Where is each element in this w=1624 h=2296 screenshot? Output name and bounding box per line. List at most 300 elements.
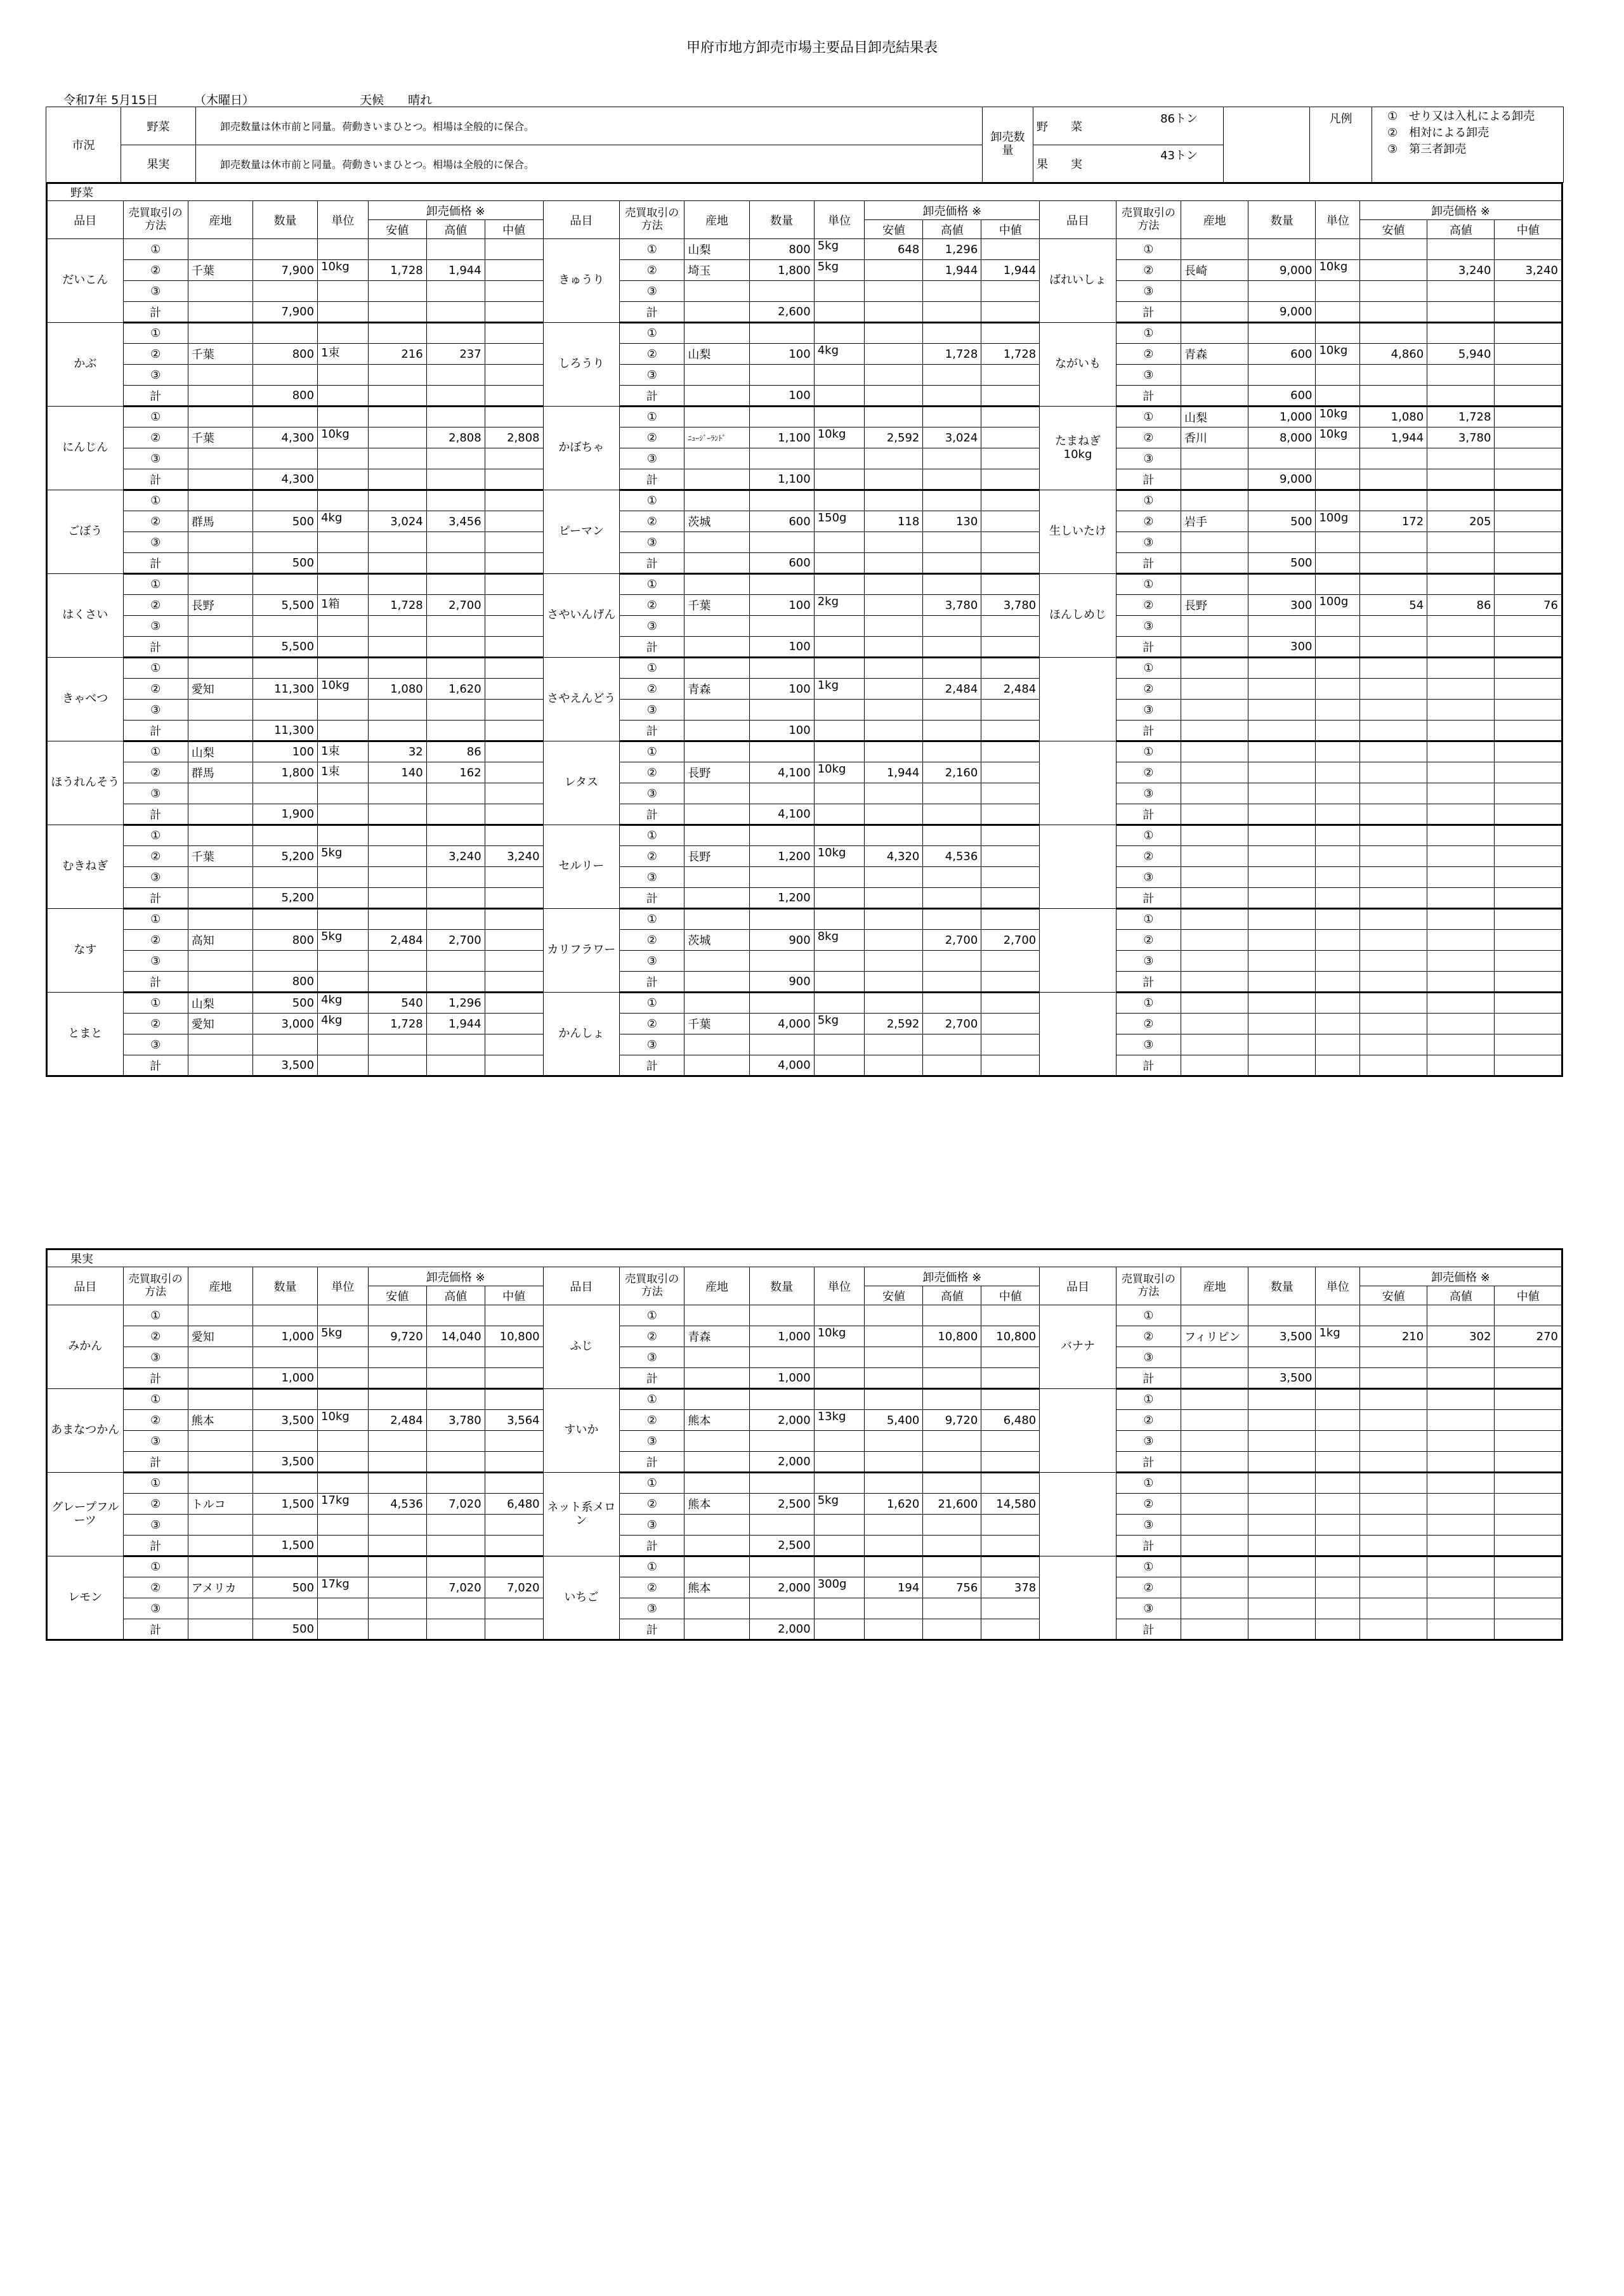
method-cell: ① bbox=[123, 909, 188, 930]
origin-cell bbox=[684, 281, 749, 302]
low-price-cell bbox=[368, 1368, 426, 1389]
veg-qty-cell bbox=[1033, 107, 1224, 145]
qty-cell: 300 bbox=[1248, 637, 1316, 658]
origin-cell: アメリカ bbox=[188, 1577, 252, 1598]
origin-cell bbox=[188, 386, 252, 407]
high-price-cell bbox=[923, 1556, 981, 1577]
origin-cell: 群馬 bbox=[188, 511, 252, 532]
qty-cell bbox=[252, 281, 317, 302]
method-cell: ③ bbox=[620, 1034, 684, 1055]
low-price-cell: 4,536 bbox=[368, 1494, 426, 1515]
header-high: 高値 bbox=[923, 1286, 981, 1305]
method-cell: 計 bbox=[123, 1452, 188, 1473]
method-cell: ③ bbox=[123, 1598, 188, 1619]
low-price-cell bbox=[1359, 867, 1427, 888]
origin-cell bbox=[1181, 386, 1248, 407]
low-price-cell bbox=[1359, 1410, 1427, 1431]
header-low: 安値 bbox=[1359, 1286, 1427, 1305]
method-cell: ③ bbox=[123, 1347, 188, 1368]
low-price-cell bbox=[865, 637, 923, 658]
method-cell: ② bbox=[1116, 679, 1181, 700]
mid-price-cell bbox=[1495, 323, 1562, 344]
qty-cell: 900 bbox=[749, 930, 814, 951]
low-price-cell bbox=[1359, 1347, 1427, 1368]
unit-cell bbox=[814, 574, 865, 595]
mid-price-cell: 3,564 bbox=[485, 1410, 543, 1431]
item-name: カリフラワー bbox=[543, 909, 620, 993]
method-cell: ③ bbox=[1116, 783, 1181, 804]
mid-price-cell: 14,580 bbox=[981, 1494, 1040, 1515]
low-price-cell bbox=[865, 448, 923, 469]
table-row bbox=[47, 1410, 1562, 1431]
low-price-cell: 3,024 bbox=[368, 511, 426, 532]
unit-cell bbox=[1316, 846, 1359, 867]
origin-cell bbox=[684, 867, 749, 888]
unit-cell bbox=[1316, 1055, 1359, 1076]
qty-cell bbox=[1248, 867, 1316, 888]
low-price-cell bbox=[865, 1536, 923, 1556]
qty-cell bbox=[749, 825, 814, 846]
method-cell: ① bbox=[1116, 1556, 1181, 1577]
method-cell: ① bbox=[123, 490, 188, 511]
high-price-cell bbox=[1427, 1055, 1495, 1076]
mid-price-cell bbox=[485, 1389, 543, 1410]
method-cell: ① bbox=[620, 1389, 684, 1410]
unit-cell bbox=[1316, 365, 1359, 386]
market-summary bbox=[46, 107, 1564, 183]
low-price-cell: 5,400 bbox=[865, 1410, 923, 1431]
qty-cell: 2,500 bbox=[749, 1494, 814, 1515]
fruit-table bbox=[46, 1248, 1563, 1641]
veg-section-title: 野菜 bbox=[47, 183, 1562, 201]
method-cell: ③ bbox=[620, 448, 684, 469]
unit-cell bbox=[1316, 741, 1359, 762]
qty-cell bbox=[252, 1347, 317, 1368]
qty-cell: 5,500 bbox=[252, 637, 317, 658]
low-price-cell bbox=[865, 323, 923, 344]
mid-price-cell bbox=[1495, 1452, 1562, 1473]
qty-cell bbox=[749, 1598, 814, 1619]
method-cell: ① bbox=[123, 1305, 188, 1326]
qty-cell bbox=[749, 1305, 814, 1326]
high-price-cell bbox=[923, 658, 981, 679]
low-price-cell: 4,320 bbox=[865, 846, 923, 867]
mid-price-cell: 378 bbox=[981, 1577, 1040, 1598]
low-price-cell bbox=[368, 1473, 426, 1494]
method-cell: ② bbox=[123, 344, 188, 365]
method-cell: ① bbox=[1116, 1389, 1181, 1410]
item-name: ごぼう bbox=[47, 490, 124, 574]
low-price-cell bbox=[865, 407, 923, 427]
origin-cell bbox=[1181, 1536, 1248, 1556]
method-cell: ③ bbox=[123, 700, 188, 721]
mid-price-cell bbox=[1495, 1577, 1562, 1598]
method-cell: ② bbox=[620, 1577, 684, 1598]
origin-cell bbox=[684, 302, 749, 323]
unit-cell: 10kg bbox=[814, 846, 865, 867]
method-cell: 計 bbox=[123, 1368, 188, 1389]
qty-cell bbox=[1248, 909, 1316, 930]
mid-price-cell bbox=[1495, 1368, 1562, 1389]
high-price-cell: 3,780 bbox=[1427, 427, 1495, 448]
qty-cell: 2,600 bbox=[749, 302, 814, 323]
mid-price-cell bbox=[1495, 825, 1562, 846]
header-high: 高値 bbox=[1427, 1286, 1495, 1305]
method-cell: ③ bbox=[620, 532, 684, 553]
origin-cell bbox=[188, 1389, 252, 1410]
header-mid: 中値 bbox=[485, 220, 543, 239]
low-price-cell bbox=[865, 1389, 923, 1410]
unit-cell bbox=[1316, 658, 1359, 679]
mid-price-cell bbox=[1495, 1515, 1562, 1536]
weekday: （木曜日） bbox=[194, 93, 255, 107]
high-price-cell bbox=[426, 1473, 485, 1494]
origin-cell bbox=[684, 783, 749, 804]
high-price-cell bbox=[1427, 1452, 1495, 1473]
high-price-cell bbox=[426, 1055, 485, 1076]
mid-price-cell bbox=[1495, 762, 1562, 783]
mid-price-cell bbox=[1495, 993, 1562, 1014]
unit-cell: 10kg bbox=[1316, 407, 1359, 427]
qty-cell bbox=[1248, 1034, 1316, 1055]
qty-cell bbox=[1248, 1055, 1316, 1076]
low-price-cell bbox=[865, 553, 923, 574]
low-price-cell: 118 bbox=[865, 511, 923, 532]
high-price-cell bbox=[1427, 1494, 1495, 1515]
origin-cell bbox=[188, 721, 252, 741]
origin-cell bbox=[1181, 1305, 1248, 1326]
origin-cell bbox=[1181, 1055, 1248, 1076]
mid-price-cell bbox=[1495, 846, 1562, 867]
low-price-cell bbox=[1359, 448, 1427, 469]
low-price-cell bbox=[368, 1431, 426, 1452]
unit-cell bbox=[1316, 1577, 1359, 1598]
method-cell: ③ bbox=[1116, 1598, 1181, 1619]
unit-cell bbox=[814, 804, 865, 825]
method-cell: ③ bbox=[620, 365, 684, 386]
method-cell: 計 bbox=[1116, 386, 1181, 407]
mid-price-cell bbox=[485, 721, 543, 741]
unit-cell bbox=[1316, 1452, 1359, 1473]
origin-cell bbox=[684, 700, 749, 721]
high-price-cell bbox=[1427, 804, 1495, 825]
header-unit: 単位 bbox=[1316, 1267, 1359, 1305]
item-name bbox=[1040, 741, 1116, 825]
high-price-cell bbox=[923, 993, 981, 1014]
origin-cell: 長野 bbox=[684, 846, 749, 867]
high-price-cell: 205 bbox=[1427, 511, 1495, 532]
mid-price-cell bbox=[1495, 448, 1562, 469]
unit-cell bbox=[1316, 1389, 1359, 1410]
header-item: 品目 bbox=[1040, 201, 1116, 239]
mid-price-cell bbox=[981, 825, 1040, 846]
unit-cell: 4kg bbox=[814, 344, 865, 365]
mid-price-cell bbox=[1495, 239, 1562, 260]
low-price-cell bbox=[368, 1515, 426, 1536]
qty-cell bbox=[252, 1473, 317, 1494]
method-cell: ③ bbox=[123, 867, 188, 888]
unit-cell bbox=[814, 741, 865, 762]
mid-price-cell bbox=[485, 1515, 543, 1536]
qty-cell: 9,000 bbox=[1248, 260, 1316, 281]
method-cell: 計 bbox=[1116, 469, 1181, 490]
mid-price-cell bbox=[981, 1619, 1040, 1640]
low-price-cell bbox=[865, 867, 923, 888]
low-price-cell bbox=[1359, 762, 1427, 783]
qty-cell bbox=[749, 1347, 814, 1368]
mid-price-cell bbox=[485, 595, 543, 616]
low-price-cell bbox=[1359, 825, 1427, 846]
qty-cell: 5,200 bbox=[252, 888, 317, 909]
unit-cell bbox=[1316, 909, 1359, 930]
header-unit: 単位 bbox=[814, 1267, 865, 1305]
unit-cell bbox=[318, 302, 369, 323]
high-price-cell bbox=[1427, 741, 1495, 762]
method-cell: 計 bbox=[1116, 972, 1181, 993]
origin-cell bbox=[684, 407, 749, 427]
qty-cell bbox=[252, 490, 317, 511]
high-price-cell bbox=[1427, 553, 1495, 574]
method-cell: ③ bbox=[1116, 532, 1181, 553]
method-cell: ② bbox=[123, 679, 188, 700]
table-row bbox=[47, 762, 1562, 783]
method-cell: ② bbox=[123, 595, 188, 616]
mid-price-cell bbox=[485, 407, 543, 427]
low-price-cell bbox=[1359, 846, 1427, 867]
legend-item: ① せり又は入札による卸売 bbox=[1387, 110, 1535, 123]
item-name: にんじん bbox=[47, 407, 124, 490]
mid-price-cell bbox=[981, 867, 1040, 888]
low-price-cell: 172 bbox=[1359, 511, 1427, 532]
unit-cell: 4kg bbox=[318, 511, 369, 532]
method-cell: ① bbox=[1116, 574, 1181, 595]
unit-cell bbox=[814, 1515, 865, 1536]
high-price-cell bbox=[426, 867, 485, 888]
method-cell: ③ bbox=[620, 1515, 684, 1536]
origin-cell: 群馬 bbox=[188, 762, 252, 783]
method-cell: 計 bbox=[620, 1452, 684, 1473]
qty-cell bbox=[1248, 721, 1316, 741]
method-cell: ② bbox=[123, 1494, 188, 1515]
low-price-cell bbox=[865, 1368, 923, 1389]
method-cell: ① bbox=[1116, 825, 1181, 846]
high-price-cell bbox=[1427, 721, 1495, 741]
unit-cell bbox=[814, 1055, 865, 1076]
unit-cell bbox=[1316, 783, 1359, 804]
table-row bbox=[47, 448, 1562, 469]
qty-cell bbox=[749, 993, 814, 1014]
low-price-cell bbox=[368, 909, 426, 930]
origin-cell bbox=[1181, 993, 1248, 1014]
unit-cell bbox=[318, 239, 369, 260]
item-name: グレープフルーツ bbox=[47, 1473, 124, 1556]
unit-cell bbox=[1316, 930, 1359, 951]
table-row bbox=[47, 1473, 1562, 1494]
low-price-cell bbox=[368, 1452, 426, 1473]
high-price-cell bbox=[426, 386, 485, 407]
high-price-cell bbox=[426, 532, 485, 553]
method-cell: ② bbox=[1116, 595, 1181, 616]
qty-cell bbox=[1248, 679, 1316, 700]
unit-cell bbox=[318, 1431, 369, 1452]
high-price-cell bbox=[923, 1515, 981, 1536]
unit-cell bbox=[814, 1598, 865, 1619]
qty-cell bbox=[1248, 700, 1316, 721]
qty-cell: 800 bbox=[252, 930, 317, 951]
qty-cell: 800 bbox=[252, 972, 317, 993]
item-name: とまと bbox=[47, 993, 124, 1076]
origin-cell bbox=[1181, 1347, 1248, 1368]
low-price-cell bbox=[368, 804, 426, 825]
mid-price-cell bbox=[485, 302, 543, 323]
qty-cell bbox=[1248, 574, 1316, 595]
origin-cell bbox=[1181, 1494, 1248, 1515]
mid-price-cell bbox=[485, 741, 543, 762]
mid-price-cell bbox=[1495, 1598, 1562, 1619]
method-cell: ③ bbox=[123, 365, 188, 386]
origin-cell bbox=[188, 825, 252, 846]
qty-cell bbox=[1248, 825, 1316, 846]
low-price-cell bbox=[368, 1034, 426, 1055]
qty-cell: 100 bbox=[749, 595, 814, 616]
unit-cell bbox=[1316, 616, 1359, 637]
unit-cell bbox=[814, 532, 865, 553]
header-method: 売買取引の方法 bbox=[1116, 1267, 1181, 1305]
qty-cell: 1,100 bbox=[749, 427, 814, 448]
low-price-cell bbox=[368, 574, 426, 595]
header-qty: 数量 bbox=[749, 201, 814, 239]
origin-cell bbox=[188, 1515, 252, 1536]
origin-cell bbox=[684, 365, 749, 386]
unit-cell bbox=[1316, 762, 1359, 783]
high-price-cell bbox=[923, 386, 981, 407]
item-name bbox=[1040, 1556, 1116, 1640]
qty-cell: 3,000 bbox=[252, 1014, 317, 1034]
qty-cell: 100 bbox=[749, 721, 814, 741]
low-price-cell bbox=[1359, 721, 1427, 741]
unit-cell bbox=[1316, 679, 1359, 700]
origin-cell bbox=[1181, 448, 1248, 469]
origin-cell bbox=[1181, 825, 1248, 846]
unit-cell bbox=[1316, 1347, 1359, 1368]
low-price-cell: 140 bbox=[368, 762, 426, 783]
table-row bbox=[47, 1055, 1562, 1076]
high-price-cell: 3,780 bbox=[426, 1410, 485, 1431]
unit-cell bbox=[318, 616, 369, 637]
high-price-cell bbox=[426, 1619, 485, 1640]
item-name: レタス bbox=[543, 741, 620, 825]
low-price-cell bbox=[1359, 1598, 1427, 1619]
item-name: ほんしめじ bbox=[1040, 574, 1116, 658]
unit-cell bbox=[814, 658, 865, 679]
header-origin: 産地 bbox=[684, 201, 749, 239]
header-item: 品目 bbox=[47, 201, 124, 239]
table-row bbox=[47, 574, 1562, 595]
method-cell: ① bbox=[1116, 658, 1181, 679]
qty-cell: 300 bbox=[1248, 595, 1316, 616]
item-name: ながいも bbox=[1040, 323, 1116, 407]
low-price-cell: 648 bbox=[865, 239, 923, 260]
high-price-cell: 2,700 bbox=[426, 595, 485, 616]
legend-item: ③ 第三者卸売 bbox=[1387, 143, 1467, 156]
high-price-cell: 162 bbox=[426, 762, 485, 783]
low-price-cell bbox=[1359, 1536, 1427, 1556]
origin-cell: 岩手 bbox=[1181, 511, 1248, 532]
origin-cell bbox=[188, 637, 252, 658]
origin-cell bbox=[1181, 239, 1248, 260]
qty-cell bbox=[749, 909, 814, 930]
high-price-cell bbox=[923, 867, 981, 888]
low-price-cell bbox=[368, 658, 426, 679]
origin-cell bbox=[1181, 281, 1248, 302]
origin-cell bbox=[188, 407, 252, 427]
origin-cell bbox=[1181, 1619, 1248, 1640]
origin-cell bbox=[684, 1619, 749, 1640]
unit-cell bbox=[814, 909, 865, 930]
high-price-cell bbox=[923, 972, 981, 993]
item-name bbox=[1040, 658, 1116, 741]
unit-cell bbox=[318, 1515, 369, 1536]
low-price-cell bbox=[865, 1515, 923, 1536]
qty-cell: 4,000 bbox=[749, 1014, 814, 1034]
origin-cell bbox=[1181, 930, 1248, 951]
origin-cell bbox=[1181, 637, 1248, 658]
high-price-cell bbox=[1427, 888, 1495, 909]
item-name: だいこん bbox=[47, 239, 124, 323]
mid-price-cell bbox=[1495, 888, 1562, 909]
table-row bbox=[47, 427, 1562, 448]
origin-cell bbox=[684, 804, 749, 825]
high-price-cell bbox=[426, 783, 485, 804]
method-cell: 計 bbox=[1116, 804, 1181, 825]
high-price-cell bbox=[1427, 1598, 1495, 1619]
mid-price-cell bbox=[485, 448, 543, 469]
high-price-cell bbox=[426, 323, 485, 344]
unit-cell bbox=[318, 658, 369, 679]
low-price-cell bbox=[368, 846, 426, 867]
mid-price-cell bbox=[1495, 1055, 1562, 1076]
high-price-cell bbox=[923, 1431, 981, 1452]
low-price-cell bbox=[368, 302, 426, 323]
low-price-cell bbox=[865, 1055, 923, 1076]
low-price-cell bbox=[865, 825, 923, 846]
origin-cell bbox=[684, 448, 749, 469]
origin-cell bbox=[684, 951, 749, 972]
unit-cell bbox=[1316, 1368, 1359, 1389]
origin-cell bbox=[188, 658, 252, 679]
qty-cell: 500 bbox=[252, 553, 317, 574]
item-name: さやいんげん bbox=[543, 574, 620, 658]
qty-cell bbox=[749, 490, 814, 511]
unit-cell bbox=[318, 1389, 369, 1410]
table-row bbox=[47, 783, 1562, 804]
unit-cell bbox=[1316, 867, 1359, 888]
low-price-cell bbox=[368, 427, 426, 448]
unit-cell bbox=[1316, 281, 1359, 302]
origin-cell bbox=[1181, 616, 1248, 637]
unit-cell bbox=[1316, 574, 1359, 595]
table-row bbox=[47, 553, 1562, 574]
method-cell: ③ bbox=[1116, 1431, 1181, 1452]
origin-cell bbox=[1181, 804, 1248, 825]
qty-cell bbox=[252, 951, 317, 972]
high-price-cell bbox=[426, 1368, 485, 1389]
origin-cell bbox=[188, 1431, 252, 1452]
qty-cell: 4,300 bbox=[252, 469, 317, 490]
mid-price-cell bbox=[1495, 658, 1562, 679]
header-origin: 産地 bbox=[1181, 201, 1248, 239]
high-price-cell bbox=[426, 490, 485, 511]
